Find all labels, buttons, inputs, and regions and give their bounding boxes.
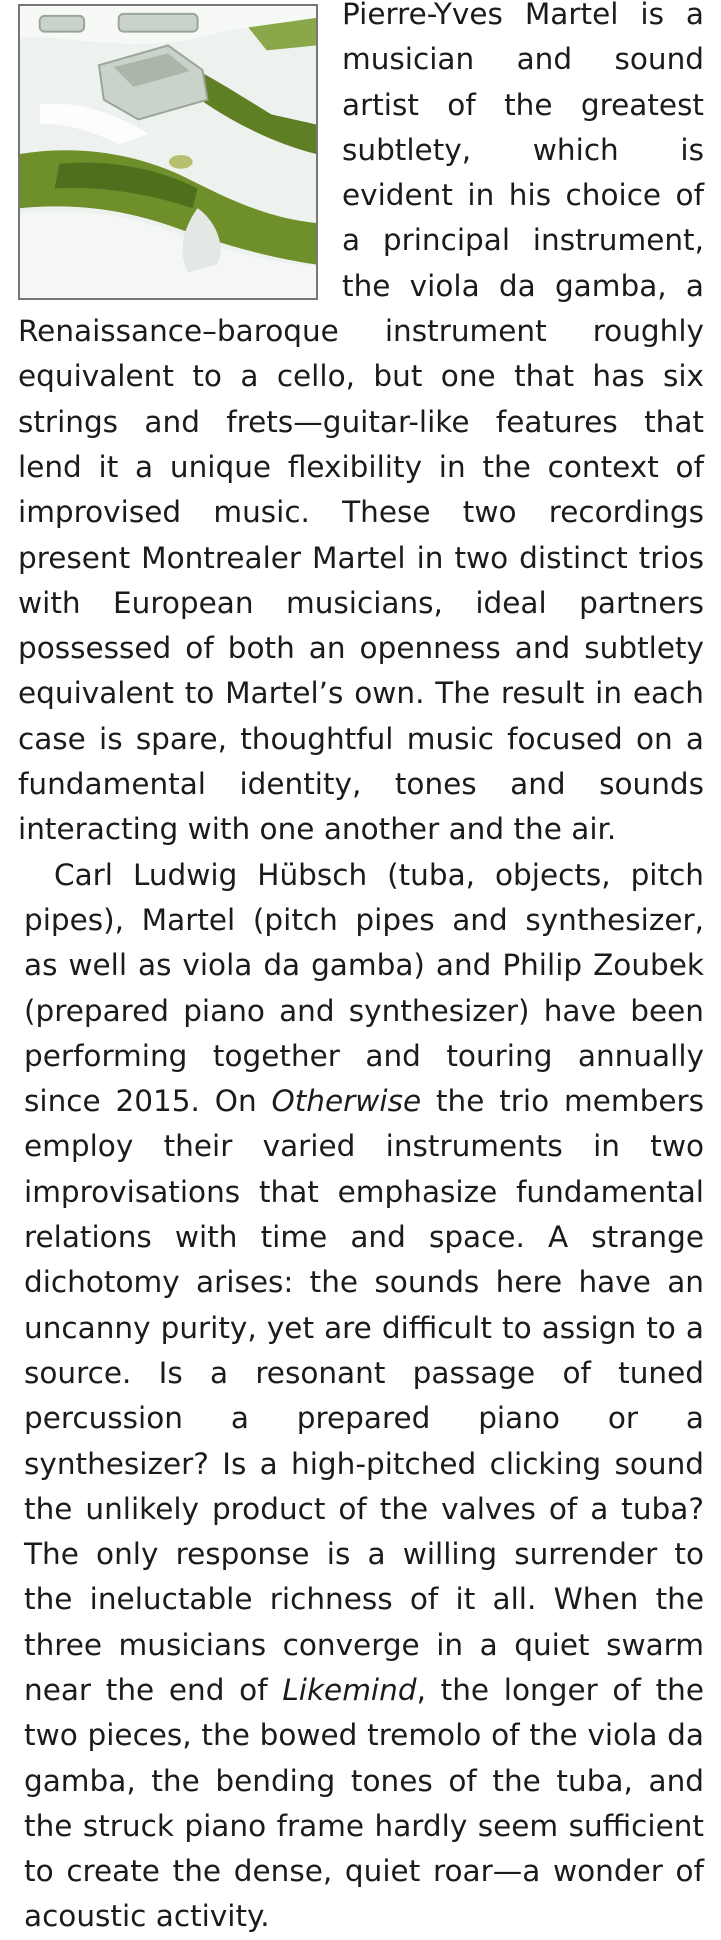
- paragraph-2-text-a: Carl Ludwig Hübsch (tuba, objects, pitch pipes), Martel (pitch pipes and synthesizer, as well as viola da gamba) and Philip Zoubek (prepared piano and synthesizer) have been performing together and touring annually since 2015. On: [24, 857, 704, 1119]
- paragraph-2-text-b: the trio members employ their varied instruments in two improvisations that emphasize fundamental relations with time and space. A strange dichotomy arises: the sounds here have an uncanny purity, yet are difficult to assign to a source. Is a resonant passage of tuned percussion a prepared piano or a synthesizer? Is a high-pitched clicking sound the unlikely product of the valves of a tuba? The only response is a willing surrender to the ineluctable richness of it all. When the three musicians converge in a quiet swarm near the end of: [24, 1084, 704, 1707]
- review-paragraph-1: Pierre-Yves Martel is a musician and sound artist of the greatest subtlety, which is evident in his choice of a principal instrument, the viola da gamba, a Renaissance–baroque instrument roughly equivalent to a cello, but one that has six strings and frets—guitar-like features that lend it a unique flexibility in the context of improvised music. These two recordings present Montrealer Martel in two distinct trios with European musicians, ideal partners possessed of both an openness and subtlety equivalent to Martel’s own. The result in each case is spare, thoughtful music focused on a fundamental identity, tones and sounds interacting with one another and the air.: [18, 0, 704, 847]
- review-paragraph-2: [18, 853, 704, 1940]
- paragraph-2-text-c: , the longer of the two pieces, the bowed tremolo of the viola da gamba, the bending tones of the tuba, and the struck piano frame hardly seem sufficient to create the dense, quiet roar—a wonder of acoustic activity.: [24, 1672, 704, 1934]
- album-title-likemind: Likemind: [282, 1672, 417, 1707]
- review-article: [18, 0, 704, 1940]
- album-title-otherwise: Otherwise: [271, 1084, 422, 1119]
- snow-landscape-photo: [20, 6, 316, 298]
- album-cover-image: [18, 4, 318, 300]
